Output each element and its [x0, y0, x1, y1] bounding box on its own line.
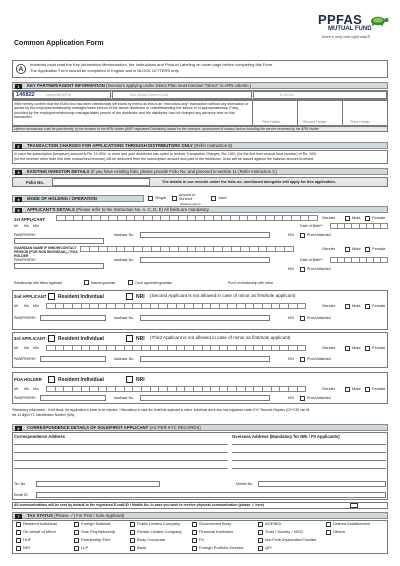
overseas-address-line-3[interactable]	[232, 460, 386, 461]
poa-proof-checkbox[interactable]	[300, 396, 305, 401]
second-male-label: Male	[352, 303, 361, 308]
tax-partnership-checkbox[interactable]	[74, 538, 79, 543]
poa-pan-label: PAN/PEKRN*	[14, 396, 36, 400]
tax-foreign-national-label: Foreign National	[81, 521, 111, 526]
guardian-female-checkbox[interactable]	[365, 247, 370, 252]
third-title-ms: Ms	[24, 346, 29, 350]
guardian-gender-label: Gender	[322, 246, 336, 251]
guardian-proof-checkbox[interactable]	[300, 267, 305, 272]
tax-fpi-checkbox[interactable]	[192, 546, 197, 551]
poa-male-label: Male	[352, 386, 361, 391]
correspondence-address-line-2[interactable]	[14, 452, 228, 453]
tax-minor-checkbox[interactable]	[16, 530, 21, 535]
second-title-ms-company: M/s	[33, 304, 39, 308]
tax-foreign-national-checkbox[interactable]	[74, 522, 79, 527]
correspondence-address-line-3[interactable]	[14, 460, 228, 461]
tax-nri-label: NRI	[23, 545, 30, 550]
section-4-header: 4 MODE OF HOLDING / OPERATION	[12, 195, 144, 202]
mode-anyone-label: Anyone or Survivor	[179, 193, 196, 201]
guardian-male-checkbox[interactable]	[345, 247, 350, 252]
tax-body-corporate-label: Body Corporate	[137, 537, 166, 542]
brand-subtitle: MUTUAL FUND	[328, 26, 372, 32]
mode-single-label: Single	[155, 195, 167, 200]
second-applicant-name-field[interactable]	[46, 303, 306, 309]
third-nri-checkbox[interactable]	[126, 335, 133, 342]
arn-col-label: Name/ARN/RIA	[46, 93, 72, 97]
ppfas-logo	[300, 12, 392, 52]
guardian-proof-label: Proof Attached	[307, 267, 331, 271]
poa-pan-field[interactable]	[40, 395, 106, 401]
second-female-label: Female	[372, 303, 386, 308]
tax-public-ltd-checkbox[interactable]	[130, 522, 135, 527]
subbroker-col-label: Sub-Broker Name/Code	[130, 93, 169, 97]
second-male-checkbox[interactable]	[345, 304, 350, 309]
mode-joint-label: Joint	[218, 195, 227, 200]
tax-trust-label: Trust / Society / NGO	[265, 529, 303, 534]
tax-sole-prop-label: Sole Proprietorship	[81, 529, 116, 534]
third-female-checkbox[interactable]	[365, 346, 370, 351]
aadhaar-label: Aadhaar No.	[114, 233, 135, 237]
proof-attached-label: Proof Attached	[307, 233, 331, 237]
third-male-label: Male	[352, 345, 361, 350]
court-guardian-label: Court appointed guardian	[135, 281, 173, 285]
section-7-header: 7 TAX STATUS (Please ✓) For First / Sole Applicant)	[12, 512, 388, 519]
third-applicant-label: 3rd APPLICANT	[14, 336, 46, 341]
third-kin-label: KIN	[288, 357, 294, 361]
gender-female-label: Female	[372, 215, 386, 220]
natural-guardian-label: Natural guardian	[91, 281, 116, 285]
relationship-label: Relationship with Minor applicant	[14, 281, 63, 285]
tax-private-ltd-label: Private Limited Company	[137, 529, 182, 534]
third-applicant-note: (Third Applicant is not allowed in case of minor as first/sole applicant)	[150, 335, 291, 340]
mandatory-footnote-1: *Mandatory Information - If left blank, the application is liable to be rejected. **Mandatory in case the Sole/first applicant is minor. Individual client who has registered under KYC Records Registry (CKYCR) can fill	[12, 408, 310, 412]
third-nri-label: NRI	[136, 336, 145, 342]
poa-title-ms: Ms	[24, 387, 29, 391]
guardian-dob-field[interactable]	[330, 257, 388, 263]
third-pan-label: PAN/PEKRN*	[14, 357, 36, 361]
tax-private-ltd-checkbox[interactable]	[130, 530, 135, 535]
guardian-kin-label: KIN	[288, 267, 294, 271]
tax-defence-label: Defence Establishment	[333, 522, 370, 526]
tax-nri-checkbox[interactable]	[16, 546, 21, 551]
correspondence-address-line-4[interactable]	[14, 468, 228, 469]
poa-female-checkbox[interactable]	[365, 387, 370, 392]
tax-non-profit-label: Non Profit Organization/Charities	[265, 538, 317, 542]
third-title-mr: Mr	[14, 346, 19, 350]
first-applicant-name-field[interactable]	[56, 215, 318, 221]
poa-nri-label: NRI	[136, 377, 145, 383]
mobile-label: Mobile No.	[236, 482, 254, 486]
tax-resident-checkbox[interactable]	[16, 522, 21, 527]
guardian-aadhaar-label: Aadhaar No.	[114, 258, 135, 262]
tax-partnership-label: Partnership Firm	[81, 537, 111, 542]
second-title-ms: Ms	[24, 304, 29, 308]
overseas-address-line-2[interactable]	[232, 452, 386, 453]
tax-defence-checkbox[interactable]	[326, 522, 331, 527]
pan-field[interactable]	[14, 238, 104, 244]
section-2-header: 2 TRANSACTION CHARGES FOR APPLICATIONS THROUGH DISTRIBUTORS ONLY (Refer Instruction 8)	[12, 142, 388, 149]
euin-field[interactable]	[253, 91, 387, 99]
tax-qfi-label: QFI	[265, 545, 272, 550]
section-5-header: 5 APPLICANT'S DETAILS (Please refer to the Instruction No. A, C, D, E) All fields are mandatory.	[12, 206, 388, 213]
poa-title-mr: Mr	[14, 387, 19, 391]
second-kin-label: KIN	[288, 316, 294, 320]
dob-field[interactable]	[330, 223, 388, 229]
correspondence-address-label: Correspondence Address	[14, 434, 66, 439]
gender-male-label: Male	[352, 215, 361, 220]
court-guardian-checkbox[interactable]	[128, 280, 133, 285]
notice-line-1: Investors must read the Key Information Memorandum, the Instructions and Product Labeling on cover page before completing this Form.	[30, 62, 274, 67]
poa-aadhaar-field[interactable]	[140, 395, 270, 401]
guardian-name-field[interactable]	[80, 246, 294, 252]
notice-line-2: The Application Form should be completed in English and in BLOCK LETTERS only.	[30, 68, 180, 73]
third-gender-label: Gender	[322, 345, 336, 350]
mode-default-note: (Default option)	[180, 202, 201, 206]
aadhaar-field[interactable]	[140, 232, 270, 238]
tax-llp-label: LLP	[81, 545, 89, 550]
second-applicant-label: 2nd APPLICANT	[14, 294, 47, 299]
poa-holder-label: POA HOLDER	[14, 377, 42, 382]
mobile-field[interactable]	[258, 481, 386, 487]
correspondence-address-line-1[interactable]	[14, 444, 228, 445]
guardian-aadhaar-field[interactable]	[140, 257, 270, 263]
transaction-charge-text-1: In case the subscription (lumpsum) amount is Rs. 10,000/- or more and your distributor has opted to receive Transaction Charges, Rs. 150/- (for the first time mutual fund investor) or Rs. 100/-	[14, 152, 318, 156]
guardian-pan-field[interactable]	[14, 263, 104, 269]
poa-title-ms-company: M/s	[33, 387, 39, 391]
tax-non-profit-checkbox[interactable]	[258, 538, 263, 543]
svg-text:A: A	[18, 66, 24, 74]
folio-input[interactable]	[52, 178, 150, 186]
second-proof-label: Proof Attached	[307, 316, 331, 320]
poa-aadhaar-label: Aadhaar No.	[114, 396, 135, 400]
second-nri-checkbox[interactable]	[126, 293, 133, 300]
turtle-icon	[368, 14, 390, 26]
poa-male-checkbox[interactable]	[345, 387, 350, 392]
tax-bank-label: Bank	[137, 545, 147, 550]
poa-kin-label: KIN	[288, 396, 294, 400]
warning-icon	[16, 64, 26, 74]
second-title-mr: Mr	[14, 304, 19, 308]
third-proof-checkbox[interactable]	[300, 357, 305, 362]
poa-resident-label: Resident Individual	[58, 377, 104, 383]
pan-label: PAN/PEKRN*	[14, 233, 36, 237]
second-pan-label: PAN/PEKRN*	[14, 316, 36, 320]
guardian-female-label: Female	[372, 246, 386, 251]
poa-proof-label: Proof Attached	[307, 396, 331, 400]
tax-bank-checkbox[interactable]	[130, 546, 135, 551]
natural-guardian-checkbox[interactable]	[84, 280, 89, 285]
tax-fii-label: FII	[199, 537, 204, 542]
overseas-address-label: Overseas Address (Mandatory for NRI / FII Applicants)	[232, 434, 340, 439]
tax-huf-label: HUF	[23, 537, 32, 542]
second-aadhaar-label: Aadhaar No.	[114, 316, 135, 320]
proof-relationship-label: Proof of relationship with minor	[228, 281, 274, 285]
third-resident-checkbox[interactable]	[48, 335, 55, 342]
euin-col-label: EUIN No.	[280, 93, 296, 97]
brand-tagline: there's only one right way®	[322, 34, 371, 39]
mode-anyone-checkbox[interactable]	[172, 196, 177, 201]
second-gender-label: Gender	[322, 303, 336, 308]
tax-public-ltd-label: Public Limited Company	[137, 521, 181, 526]
title-ms-company: M/s	[33, 224, 39, 228]
mandatory-footnote-2: the 14 digit KYC Identification Number (KIN).	[12, 413, 76, 417]
tax-others-checkbox[interactable]	[326, 530, 331, 535]
tax-financial-inst-label: Financial Institution	[199, 529, 234, 534]
tax-body-corporate-checkbox[interactable]	[130, 538, 135, 543]
first-applicant-label: 1st APPLICANT	[14, 217, 46, 222]
tax-resident-label: Resident Individual	[23, 521, 57, 526]
third-applicant-name-field[interactable]	[46, 345, 306, 351]
tax-aop-label: AOP/BOI	[265, 521, 282, 526]
sign-third-holder: Third Holder	[350, 120, 370, 124]
folio-note: The details in our records under the folio no. mentioned alongside will apply for this application.	[162, 180, 336, 184]
third-title-ms-company: M/s	[33, 346, 39, 350]
mode-single-checkbox[interactable]	[148, 196, 153, 201]
tax-govt-body-label: Government Body	[199, 521, 232, 526]
brand-wordmark: PPFAS	[318, 12, 363, 27]
second-female-checkbox[interactable]	[365, 304, 370, 309]
gender-label: Gender	[322, 215, 336, 220]
second-resident-label: Resident Individual	[58, 294, 104, 300]
email-field[interactable]	[36, 492, 386, 498]
communication-consent-text: All communications will be sent by default to the registered E-mail ID / Mobile No. in case you wish to receive physical communication (please ✓ here)	[14, 503, 264, 507]
tax-financial-inst-checkbox[interactable]	[192, 530, 197, 535]
second-applicant-note: (Second Applicant is not allowed in case of minor as first/sole applicant)	[150, 293, 296, 298]
tax-qfi-checkbox[interactable]	[258, 546, 263, 551]
page-title: Common Application Form	[14, 40, 104, 47]
poa-name-field[interactable]	[46, 386, 306, 392]
kin-proof-checkbox[interactable]	[300, 233, 305, 238]
second-pan-field[interactable]	[40, 315, 106, 321]
second-proof-checkbox[interactable]	[300, 316, 305, 321]
second-nri-label: NRI	[136, 294, 145, 300]
overseas-address-line-1[interactable]	[232, 444, 386, 445]
section-6-header: 6 CORRESPONDENCE DETAILS OF SOLE/FIRST APPLICANT (AS PER KYC RECORDS)	[12, 424, 388, 431]
third-aadhaar-label: Aadhaar No.	[114, 357, 135, 361]
tax-aop-checkbox[interactable]	[258, 522, 263, 527]
second-resident-checkbox[interactable]	[48, 293, 55, 300]
sign-first-holder: First Holder	[262, 120, 281, 124]
tax-minor-label: On behalf of Minor	[23, 529, 56, 534]
arn-value: 146822	[16, 92, 35, 98]
folio-label: Folio No.	[26, 180, 44, 185]
dob-label: Date of Birth**	[300, 224, 323, 228]
guardian-male-label: Male	[352, 246, 361, 251]
tax-trust-checkbox[interactable]	[258, 530, 263, 535]
guardian-dob-label: Date of Birth**	[300, 258, 323, 262]
tax-others-label: Others	[333, 529, 346, 534]
sign-second-holder: Second Holder	[303, 120, 327, 124]
guardian-pan-label: PAN/PEKRN*	[14, 258, 36, 262]
tax-llp-checkbox[interactable]	[74, 546, 79, 551]
poa-gender-label: Gender	[322, 386, 336, 391]
transaction-charge-text-2: (for the investor other than first time mutual fund investor) will be deducted from the subscription amount and paid to the distributor. Units will be issued against the balance amount invested.	[14, 157, 314, 161]
third-aadhaar-field[interactable]	[140, 356, 270, 362]
tax-huf-checkbox[interactable]	[16, 538, 21, 543]
telephone-label: Tel. No.	[14, 482, 27, 486]
telephone-field[interactable]	[36, 481, 160, 487]
upfront-commission-note: Upfront commission shall be paid directly by the investor to the ARN Holder (AMFI registered Distributor) based on the investors' assessment of various factors including the service rendered by the ARN Holder	[14, 127, 319, 131]
third-pan-field[interactable]	[40, 356, 106, 362]
tax-sole-prop-checkbox[interactable]	[74, 530, 79, 535]
email-label: Email ID	[14, 493, 28, 497]
tax-fii-checkbox[interactable]	[192, 538, 197, 543]
second-aadhaar-field[interactable]	[140, 315, 270, 321]
tax-govt-body-checkbox[interactable]	[192, 522, 197, 527]
title-mr: Mr	[14, 224, 19, 228]
third-female-label: Female	[372, 345, 386, 350]
declaration-text: I/We hereby confirm that the EUIN box has been intentionally left blank by me/us as this is an "execution-only" transaction without any interaction or advice by the employee/relationship manager/sales person of the above distributor or notwithstanding the advice of in-appropriateness, if any, provided by the employee/relationship manager/sales person of the distributor and the distributor has not charged any advisory fees on this transaction.	[14, 102, 249, 119]
poa-female-label: Female	[372, 386, 386, 391]
third-resident-label: Resident Individual	[58, 336, 104, 342]
section-1-header: 1 KEY PARTNER/AGENT INFORMATION (Investors applying under Direct Plan must mention "Direct" in ARN column.)	[12, 82, 388, 89]
gender-male-checkbox[interactable]	[345, 216, 350, 221]
gender-female-checkbox[interactable]	[365, 216, 370, 221]
third-male-checkbox[interactable]	[345, 346, 350, 351]
poa-nri-checkbox[interactable]	[126, 376, 133, 383]
section-3-header: 3 EXISTING INVESTOR DETAILS (If you have existing folio, please provide Folio No. and proceed to section 11 (Refer Instruction C)	[12, 168, 388, 175]
physical-communication-checkbox[interactable]	[350, 503, 358, 508]
guardian-label: GUARDIAN NAME IF MINOR/CONTACT PERSON (FOR NON INDIVIDUAL) / POA HOLDER	[14, 246, 78, 258]
tax-fpi-label: Foreign Portfolio Investor	[199, 545, 244, 550]
title-ms: Ms	[24, 224, 29, 228]
third-proof-label: Proof Attached	[307, 357, 331, 361]
overseas-address-line-4[interactable]	[232, 468, 386, 469]
kin-label: KIN	[288, 233, 294, 237]
poa-resident-checkbox[interactable]	[48, 376, 55, 383]
mode-joint-checkbox[interactable]	[211, 196, 216, 201]
